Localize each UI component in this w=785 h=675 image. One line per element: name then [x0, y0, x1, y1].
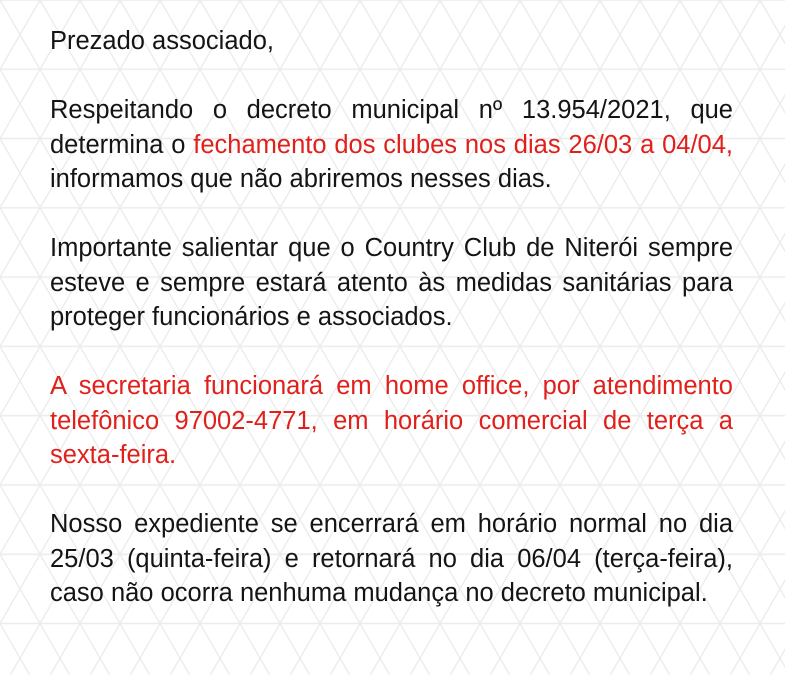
letter-body — [50, 24, 733, 645]
greeting: Prezado associado, — [50, 27, 274, 55]
paragraph-sanitary-measures: Importante salientar que o Country Club de Niterói sempre esteve e sempre estará atento às medidas sanitárias para proteger funcionários e associados. — [50, 234, 733, 331]
paragraph-return-date: Nosso expediente se encerrará em horário normal no dia 25/03 (quinta-feira) e retornará no dia 06/04 (terça-feira), caso não ocorra nenhuma mudança no decreto municipal. — [50, 510, 733, 607]
decree-text-after: informamos que não abriremos nesses dias. — [50, 165, 552, 193]
paragraph-decree — [50, 93, 733, 197]
decree-text-before: Respeitando o decreto municipal nº 13.954/2021, que determina o — [50, 96, 733, 159]
paragraph-office-hours: A secretaria funcionará em home office, por atendimento telefônico 97002-4771, em horário comercial de terça a sexta-feira. — [50, 372, 733, 469]
closing-dates-highlight: fechamento dos clubes nos dias 26/03 a 04/04, — [193, 130, 733, 159]
